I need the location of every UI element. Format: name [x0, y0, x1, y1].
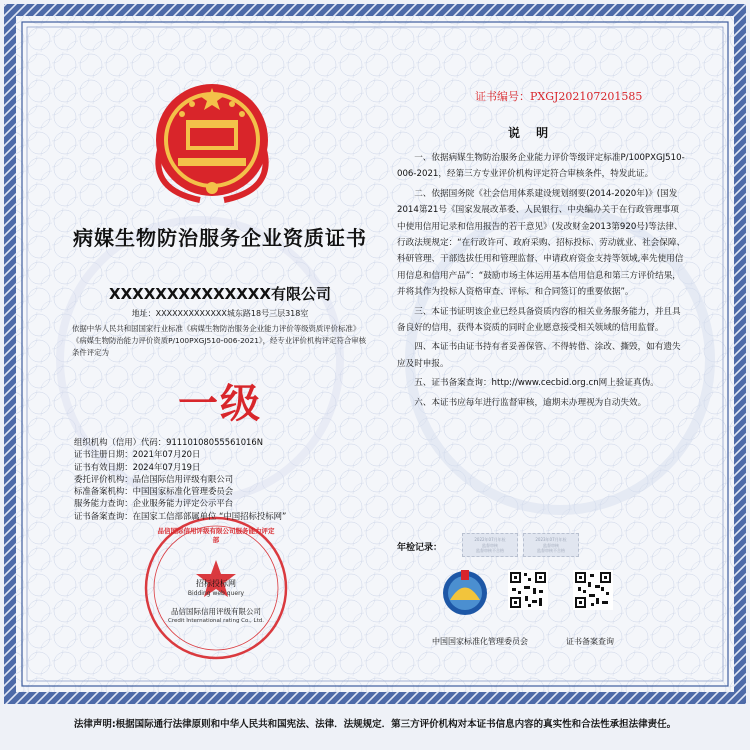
seal-center-top: 招标投标网	[196, 579, 236, 588]
sac-caption: 中国国家标准化管理委员会	[432, 637, 528, 646]
info-row	[74, 461, 370, 473]
qr-code-icon	[573, 570, 613, 610]
info-row	[74, 448, 370, 460]
qr-code-icon	[508, 570, 548, 610]
stamp-line: 监督审核不合格	[476, 548, 504, 553]
info-value: 在国家工信部部属单位 “中国招标投标网”	[132, 510, 287, 521]
stamp-line: 监督审核不合格	[537, 548, 565, 553]
info-label: 组织机构（信用）代码：	[74, 437, 167, 447]
qr-caption: 证书备案查询	[566, 637, 614, 646]
annual-stamp	[462, 533, 518, 557]
stamp-line: 监督审核	[482, 542, 498, 548]
info-row	[74, 473, 370, 485]
company-address: 地址：XXXXXXXXXXXXX城东路18号三层318室	[131, 309, 309, 318]
seal-center-mid: Bidding web query	[187, 590, 245, 597]
info-label: 服务能力查询：	[74, 498, 133, 509]
description-paragraph: 六、本证书应每年进行监督审核，逾期未办理视为自动失效。	[414, 397, 647, 408]
info-label: 标准备案机构：	[74, 486, 133, 497]
description-paragraph: 一、依据病媒生物防治服务企业能力评价等级评定标准P/100PXGJ510-006-2021，经第三方专业评价机构评定符合审核条件，特发此证。	[397, 153, 685, 180]
info-value: 中国国家标准化管理委员会	[132, 486, 234, 497]
certificate-number	[475, 88, 642, 104]
seal-center-bottom: 品信国际信用评级有限公司	[171, 607, 261, 616]
description-heading: 说 明	[508, 126, 555, 140]
evaluation-basis: 依据中华人民共和国国家行业标准《病媒生物防治服务企业能力评价等级资质评价标准》《病媒生物防治能力评价资质P/100PXGJ510-006-2021》，经专业评价机构评定符合审核条件评定为	[72, 324, 367, 357]
stamp-line: 2023年07月年检	[535, 537, 567, 542]
certificate-info	[74, 436, 370, 522]
info-value: 企业服务能力评定公示平台	[132, 498, 234, 509]
certificate-number-value: PXGJ202107201585	[530, 90, 643, 103]
info-label: 证书注册日期：	[74, 449, 133, 460]
info-row	[74, 485, 370, 497]
description-body	[397, 150, 687, 414]
stamp-line: 监督审核	[543, 542, 559, 548]
description-paragraph: 五、证书备案查询：http://www.cecbid.org.cn网上验证真伪。	[414, 378, 659, 389]
certificate-number-label: 证书编号：	[475, 90, 530, 103]
annual-stamp	[523, 533, 579, 557]
seal-ring-text: 品信国际信用评级有限公司服务能力评定部	[157, 527, 275, 544]
info-label: 委托评价机构：	[74, 473, 133, 484]
annual-inspection-label: 年检记录：	[397, 543, 443, 553]
description-paragraph: 二、依据国务院《社会信用体系建设规划纲要(2014-2020年)》(国发2014第21号《国家发展改革委、人民银行、中央编办关于在行政管理事项中使用信用记录和信用报告的若干意见》(发改财金2013第920号)等法律、行政法规规定：“在行政许可、政府采购、招标投标、劳动就业、社会保障、科研管理、干部选拔任用和管理监督、申请政府资金支持等领域,率先使用信用信息和信用产品”：“鼓励市场主体运用基本信用信息和第三方评价结果，并将其作为投标人资格审查、评标、和合同签订的重要依据”。	[397, 188, 686, 298]
info-row	[74, 510, 370, 522]
description-paragraph: 四、本证书由证书持有者妥善保管、不得转借、涂改、撕毁，如有遗失应及时申报。	[397, 342, 681, 369]
legal-disclaimer: 法律声明:根据国际通行法律原则和中华人民共和国宪法、法律．法规规定．第三方评价机构对本证书信息内容的真实性和合法性承担法律责任。	[73, 719, 677, 730]
info-row	[74, 497, 370, 509]
info-value: 91110108055561016N	[166, 437, 263, 447]
company-name: XXXXXXXXXXXXXX有限公司	[109, 285, 331, 303]
info-label: 证书有效日期：	[74, 461, 133, 472]
grade-level: 一级	[178, 381, 262, 427]
stamp-line: 2022年07月年检	[474, 537, 506, 542]
description-paragraph: 三、本证书证明该企业已经具备资质内容的相关业务服务能力，并且具备良好的信用，获得本资质的同时企业愿意接受相关领域的信用监督。	[397, 306, 681, 334]
info-row	[74, 436, 370, 448]
certificate-title: 病媒生物防治服务企业资质证书	[73, 226, 367, 250]
info-value: 2021年07月20日	[132, 449, 201, 460]
info-label: 证书备案查询：	[74, 510, 133, 521]
seal-center-en: Credit International rating Co., Ltd.	[168, 618, 264, 624]
info-value: 2024年07月19日	[132, 461, 201, 472]
info-value: 品信国际信用评级有限公司	[132, 473, 234, 484]
